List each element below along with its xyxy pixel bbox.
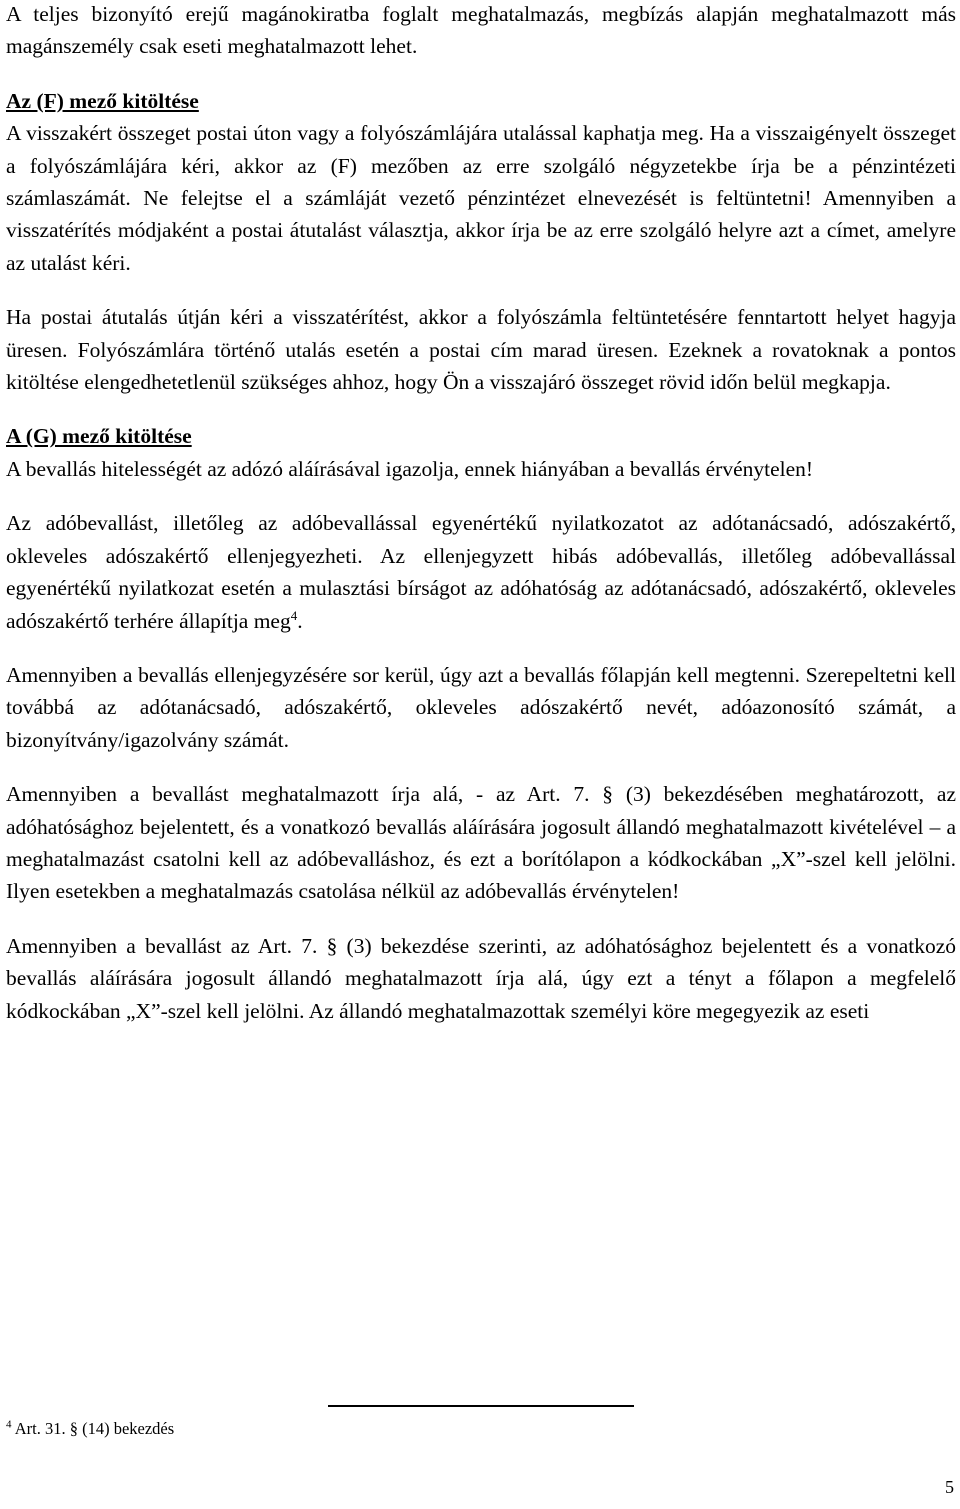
section-g-body: A bevallás hitelességét az adózó aláírásával igazolja, ennek hiányában a bevallás érvénytelen! xyxy=(6,456,814,481)
document-page xyxy=(6,0,956,1027)
paragraph-gap xyxy=(6,637,956,659)
section-f-body: A visszakért összeget postai úton vagy a folyószámlájára utalással kaphatja meg. Ha a visszaigényelt összeget a folyószámlájára kéri, akkor az (F) mezőben az erre szolgáló négyzetekbe írja be a pénzintézeti számlaszámát. Ne felejtse el a számláját vezető pénzintézet elnevezését is feltüntetni! Amennyiben a visszatérítés módjaként a postai átutalást választja, akkor írja be az erre szolgáló helyre azt a címet, amelyre az utalást kéri. xyxy=(6,121,956,275)
section-f xyxy=(6,85,956,279)
paragraph-gap xyxy=(6,756,956,778)
paragraph-ellenjegyzes-end: . xyxy=(297,608,303,633)
footnote-text: Art. 31. § (14) bekezdés xyxy=(11,1419,175,1438)
section-f-heading: Az (F) mező kitöltése xyxy=(6,88,199,113)
page-number: 5 xyxy=(945,1477,954,1497)
paragraph-gap xyxy=(6,908,956,930)
paragraph-gap xyxy=(6,398,956,420)
footnote-marker: 4 xyxy=(6,1418,12,1431)
paragraph-gap xyxy=(6,63,956,85)
footnote xyxy=(6,1418,174,1440)
paragraph-ellenjegyzes-text: Az adóbevallást, illetőleg az adóbevallással egyenértékű nyilatkozatot az adótanácsadó, adószakértő, okleveles adószakértő ellenjegyezheti. Az ellenjegyzett hibás adóbevallás, illetőleg adóbevallással egyenértékű nyilatkozat esetén a mulasztási bírságot az adóhatóság az adótanácsadó, adószakértő, okleveles adószakértő terhére állapítja meg xyxy=(6,511,956,633)
paragraph-allando-meghatalmazott: Amennyiben a bevallást az Art. 7. § (3) bekezdése szerinti, az adóhatósághoz bejelentett és a vonatkozó bevallás aláírására jogosult állandó meghatalmazott írja alá, úgy ezt a tényt a főlapon a megfelelő kódkockában „X”-szel kell jelölni. Az állandó meghatalmazottak személyi köre megegyezik az eseti xyxy=(6,933,956,1023)
paragraph-gap xyxy=(6,485,956,507)
paragraph-gap xyxy=(6,279,956,301)
paragraph-ellenjegyzes xyxy=(6,507,956,637)
section-g-heading: A (G) mező kitöltése xyxy=(6,424,192,449)
footnote-separator xyxy=(328,1405,634,1407)
paragraph-eseti-meghatalmazott: A teljes bizonyító erejű magánokiratba foglalt meghatalmazás, megbízás alapján meghatalmazott más magánszemély csak eseti meghatalmazott lehet. xyxy=(6,2,956,59)
paragraph-foelap: Amennyiben a bevallás ellenjegyzésére sor kerül, úgy azt a bevallás főlapján kell megtenni. Szerepeltetni kell továbbá az adótanácsadó, adószakértő, okleveles adószakértő nevét, adóazonosító számát, a bizonyítvány/igazolvány számát. xyxy=(6,662,956,752)
paragraph-postai-atutalas: Ha postai átutalás útján kéri a visszatérítést, akkor a folyószámla feltüntetésére fenntartott helyet hagyja üresen. Folyószámlára történő utalás esetén a postai cím marad üresen. Ezeknek a rovatoknak a pontos kitöltése elengedhetetlenül szükséges ahhoz, hogy Ön a visszajáró összeget rövid időn belül megkapja. xyxy=(6,305,956,395)
footnote-reference: 4 xyxy=(290,607,298,623)
section-g xyxy=(6,420,956,485)
paragraph-meghatalmazott: Amennyiben a bevallást meghatalmazott írja alá, - az Art. 7. § (3) bekezdésében meghatározott, az adóhatósághoz bejelentett, és a vonatkozó bevallás aláírására jogosult állandó meghatalmazott kivételével – a meghatalmazást csatolni kell az adóbevalláshoz, és ezt a borítólapon a kódkockában „X”-szel kell jelölni. Ilyen esetekben a meghatalmazás csatolása nélkül az adóbevallás érvénytelen! xyxy=(6,782,956,904)
